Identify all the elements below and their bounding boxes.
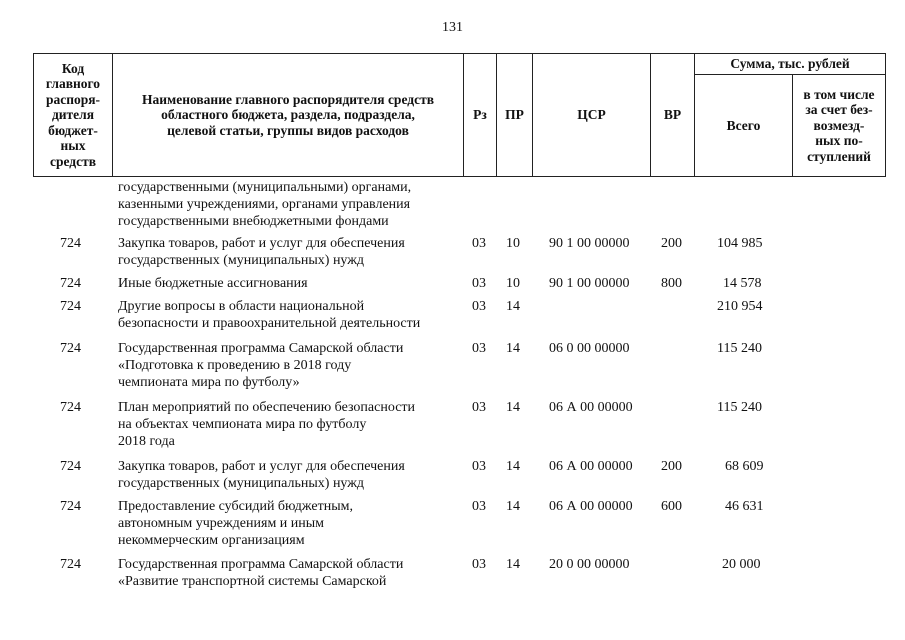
- row-vr: 200: [661, 236, 682, 251]
- header-code: Код главного распоря- дителя бюджет- ных средств: [45, 60, 101, 169]
- row-code: 724: [60, 499, 81, 514]
- row-total: 115 240: [717, 341, 762, 356]
- header-sum-title: Сумма, тыс. рублей: [730, 56, 850, 72]
- header-rz: Рз: [473, 107, 487, 123]
- row-rz: 03: [472, 276, 486, 291]
- row-pr: 14: [506, 299, 520, 314]
- row-vr: 800: [661, 276, 682, 291]
- header-incl: в том числе за счет без- возмезд- ных по- ступлений: [803, 86, 875, 164]
- row-code: 724: [60, 400, 81, 415]
- header-bottom-border: [33, 176, 885, 177]
- row-name: Предоставление субсидий бюджетным, автономным учреждениям и иным некоммерческим организациям: [118, 499, 354, 548]
- header-total: Всего: [726, 117, 761, 133]
- row-rz: 03: [472, 341, 486, 356]
- row-csr: 06 0 00 00000: [549, 341, 630, 356]
- row-code: 724: [60, 236, 81, 251]
- row-pr: 14: [506, 557, 520, 572]
- row-pr: 14: [506, 499, 520, 514]
- header-name: Наименование главного распорядителя средств областного бюджета, раздела, подраздела, целевой статьи, группы видов расходов: [141, 91, 434, 138]
- row-rz: 03: [472, 236, 486, 251]
- row-code: 724: [60, 276, 81, 291]
- row-csr: 90 1 00 00000: [549, 276, 630, 291]
- row-pr: 10: [506, 236, 520, 251]
- row-csr: 20 0 00 00000: [549, 557, 630, 572]
- row-total: 20 000: [722, 557, 761, 572]
- row-total: 104 985: [717, 236, 763, 251]
- row-pr: 14: [506, 400, 520, 415]
- row-total: 68 609: [725, 459, 764, 474]
- row-pr: 14: [506, 459, 520, 474]
- page-number: 131: [442, 20, 463, 35]
- row-rz: 03: [472, 459, 486, 474]
- row-name: Другие вопросы в области национальной безопасности и правоохранительной деятельности: [118, 299, 421, 331]
- row-total: 46 631: [725, 499, 764, 514]
- row-total: 210 954: [717, 299, 763, 314]
- row-csr: 06 А 00 00000: [549, 459, 633, 474]
- row-rz: 03: [472, 499, 486, 514]
- row-code: 724: [60, 557, 81, 572]
- row-name: План мероприятий по обеспечению безопасности на объектах чемпионата мира по футболу 2018 года: [118, 400, 416, 449]
- row-name: Государственная программа Самарской области «Развитие транспортной системы Самарской: [118, 557, 404, 589]
- header-csr: ЦСР: [577, 107, 606, 123]
- header-pr: ПР: [505, 107, 524, 123]
- row-name: Государственная программа Самарской области «Подготовка к проведению в 2018 году чемпионата мира по футболу»: [118, 341, 404, 390]
- row-code: 724: [60, 299, 81, 314]
- row-csr: 06 А 00 00000: [549, 499, 633, 514]
- row-name: Закупка товаров, работ и услуг для обеспечения государственных (муниципальных) нужд: [118, 459, 405, 491]
- row-total: 115 240: [717, 400, 762, 415]
- row-csr: 06 А 00 00000: [549, 400, 633, 415]
- row-rz: 03: [472, 557, 486, 572]
- col-line: [885, 53, 886, 177]
- row-name: Закупка товаров, работ и услуг для обеспечения государственных (муниципальных) нужд: [118, 236, 405, 268]
- continuation-text: государственными (муниципальными) органами, казенными учреждениями, органами управления государственными внебюджетными фондами: [118, 180, 412, 229]
- row-pr: 10: [506, 276, 520, 291]
- row-pr: 14: [506, 341, 520, 356]
- row-code: 724: [60, 459, 81, 474]
- row-total: 14 578: [723, 276, 762, 291]
- row-csr: 90 1 00 00000: [549, 236, 630, 251]
- row-vr: 600: [661, 499, 682, 514]
- row-name: Иные бюджетные ассигнования: [118, 276, 308, 291]
- header-vr: ВР: [663, 107, 682, 123]
- row-code: 724: [60, 341, 81, 356]
- row-rz: 03: [472, 299, 486, 314]
- row-vr: 200: [661, 459, 682, 474]
- row-rz: 03: [472, 400, 486, 415]
